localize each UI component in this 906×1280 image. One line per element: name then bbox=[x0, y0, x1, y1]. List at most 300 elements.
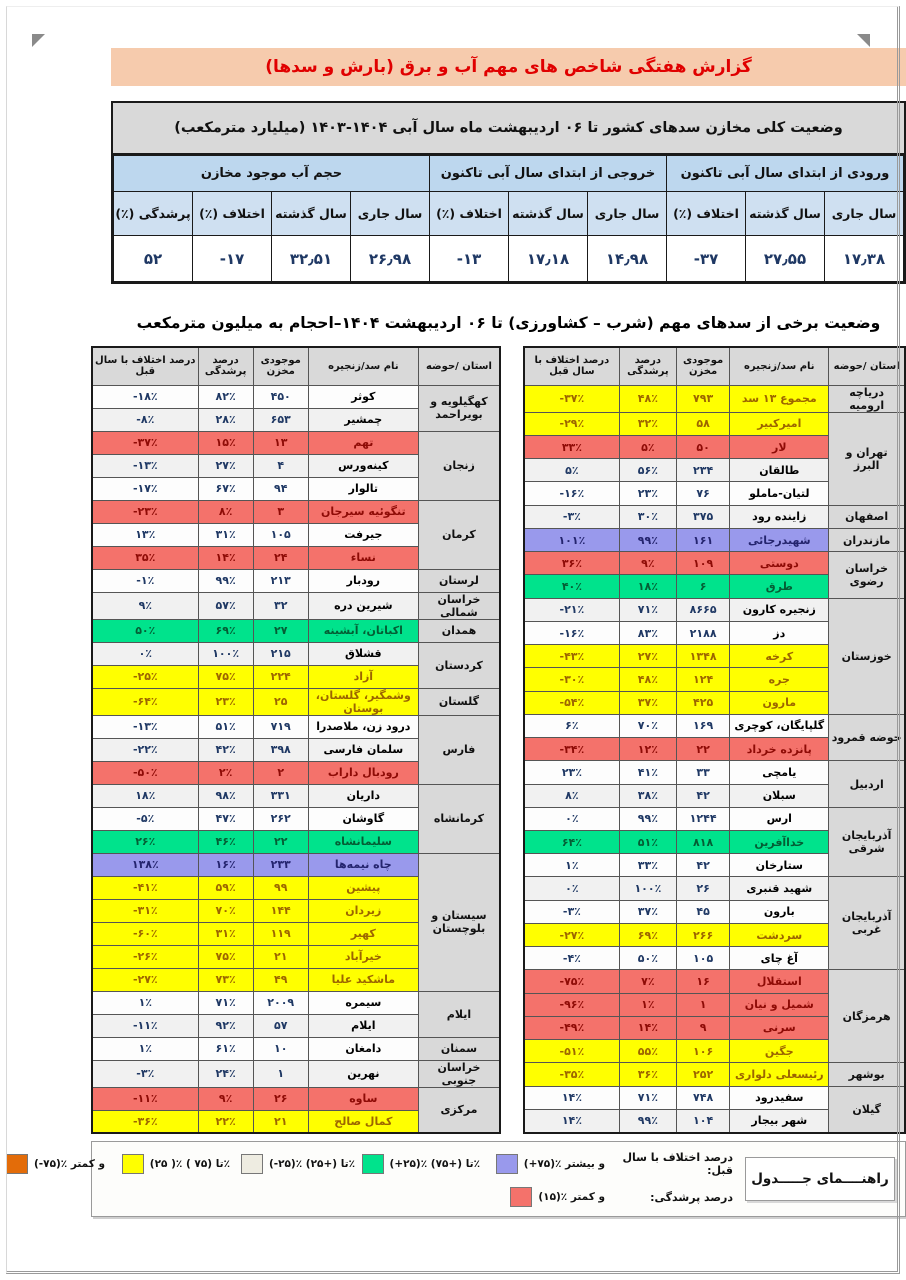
beige-swatch-icon bbox=[241, 1154, 263, 1174]
reservoir-volume-cell: ۲ bbox=[253, 761, 308, 784]
red-swatch-icon bbox=[510, 1187, 532, 1207]
dam-name-cell: داریان bbox=[308, 784, 418, 807]
diff-percent-cell: -۱۶٪ bbox=[524, 621, 619, 644]
report-title-bar bbox=[111, 48, 906, 86]
reservoir-volume-cell: ۷۴۸ bbox=[676, 1086, 729, 1109]
diff-percent-cell: ۶۴٪ bbox=[524, 831, 619, 854]
province-cell: همدان bbox=[418, 619, 500, 642]
province-cell: حوضه قمرود bbox=[829, 714, 905, 760]
diff-percent-cell: -۳۵٪ bbox=[524, 1063, 619, 1086]
legend-title-box: راهنــــمای جـــــدول bbox=[745, 1157, 895, 1201]
fill-percent-cell: ۱۲٪ bbox=[619, 738, 676, 761]
dam-row bbox=[524, 761, 905, 784]
province-cell: خراسان جنوبی bbox=[418, 1060, 500, 1087]
fill-percent-cell: ۶۹٪ bbox=[619, 923, 676, 946]
dam-name-cell: امیرکبیر bbox=[730, 412, 829, 435]
reservoir-volume-cell: ۹۹ bbox=[253, 876, 308, 899]
province-cell: تهران و البرز bbox=[829, 412, 905, 505]
fill-percent-cell: ۲۷٪ bbox=[619, 645, 676, 668]
reservoir-volume-cell: ۲۵ bbox=[253, 688, 308, 715]
group-volume: حجم آب موجود مخازن bbox=[114, 156, 430, 192]
diff-percent-cell: ۰٪ bbox=[524, 877, 619, 900]
reservoir-volume-cell: ۲۳۴ bbox=[676, 459, 729, 482]
legend-item-purple: (+۷۵)٪ و بیشتر bbox=[480, 1154, 605, 1174]
page-title: گزارش هفتگی شاخص های مهم آب و برق (بارش و سدها) bbox=[265, 57, 752, 77]
fill-percent-cell: ۹۹٪ bbox=[198, 569, 253, 592]
reservoir-volume-cell: ۱۰۶ bbox=[676, 1040, 729, 1063]
fill-percent-cell: ۹۲٪ bbox=[198, 1014, 253, 1037]
dam-name-cell: دوستی bbox=[730, 552, 829, 575]
fill-percent-cell: ۵۷٪ bbox=[198, 592, 253, 619]
col-fill: درصد پرشدگی bbox=[619, 347, 676, 385]
province-cell: اصفهان bbox=[829, 505, 905, 528]
dam-name-cell: زاینده رود bbox=[730, 505, 829, 528]
dam-name-cell: وشمگیر، گلستان، بوستان bbox=[308, 688, 418, 715]
col-province: استان /حوضه bbox=[829, 347, 905, 385]
col-header: اختلاف (٪) bbox=[667, 192, 746, 236]
dam-name-cell: قشلاق bbox=[308, 642, 418, 665]
dam-name-cell: یامچی bbox=[730, 761, 829, 784]
value-cell: ۱۴٫۹۸ bbox=[588, 236, 667, 282]
col-header: سال گذشته bbox=[509, 192, 588, 236]
summary-table bbox=[113, 155, 904, 282]
dam-name-cell: نهرین bbox=[308, 1060, 418, 1087]
diff-percent-cell: -۳۷٪ bbox=[92, 431, 198, 454]
fill-percent-cell: ۲۷٪ bbox=[198, 454, 253, 477]
fill-percent-cell: ۸۳٪ bbox=[619, 621, 676, 644]
reservoir-volume-cell: ۱۰۵ bbox=[253, 523, 308, 546]
reservoir-volume-cell: ۲۶ bbox=[253, 1087, 308, 1110]
diff-percent-cell: -۲۷٪ bbox=[524, 923, 619, 946]
province-cell: آذربایجان شرقی bbox=[829, 807, 905, 877]
diff-percent-cell: ۱٪ bbox=[524, 854, 619, 877]
reservoir-volume-cell: ۲۱ bbox=[253, 1110, 308, 1133]
reservoir-volume-cell: ۱۴۴ bbox=[253, 899, 308, 922]
reservoir-volume-cell: ۱ bbox=[253, 1060, 308, 1087]
province-cell: زنجان bbox=[418, 431, 500, 500]
fill-percent-cell: ۳۱٪ bbox=[198, 523, 253, 546]
value-cell: ۲۶٫۹۸ bbox=[351, 236, 430, 282]
reservoir-volume-cell: ۸۶۶۵ bbox=[676, 598, 729, 621]
dams-header-row bbox=[524, 347, 905, 385]
reservoir-volume-cell: ۱۳ bbox=[253, 431, 308, 454]
dam-name-cell: زیردان bbox=[308, 899, 418, 922]
province-cell: کهگیلویه و بویراحمد bbox=[418, 385, 500, 431]
fill-percent-cell: ۱۴٪ bbox=[619, 1016, 676, 1039]
reservoir-volume-cell: ۲۰۰۹ bbox=[253, 991, 308, 1014]
dam-name-cell: رودبال داراب bbox=[308, 761, 418, 784]
dam-row bbox=[92, 431, 500, 454]
legend-fill-label: درصد پرشدگی: bbox=[650, 1190, 733, 1204]
col-header: اختلاف (٪) bbox=[193, 192, 272, 236]
dam-name-cell: سردشت bbox=[730, 923, 829, 946]
col-dam-name: نام سد/زنجیره bbox=[730, 347, 829, 385]
fill-percent-cell: ۵۹٪ bbox=[198, 876, 253, 899]
dam-name-cell: نساء bbox=[308, 546, 418, 569]
diff-percent-cell: -۲۲٪ bbox=[92, 738, 198, 761]
dam-name-cell: تالوار bbox=[308, 477, 418, 500]
reservoir-volume-cell: ۴۲ bbox=[676, 784, 729, 807]
reservoir-volume-cell: ۲۲۴ bbox=[253, 665, 308, 688]
dam-name-cell: شهر بیجار bbox=[730, 1109, 829, 1133]
reservoir-volume-cell: ۴۹ bbox=[253, 968, 308, 991]
fill-percent-cell: ۹٪ bbox=[619, 552, 676, 575]
value-cell: ۲۷٫۵۵ bbox=[746, 236, 825, 282]
fill-percent-cell: ۵۵٪ bbox=[619, 1040, 676, 1063]
diff-percent-cell: -۳۱٪ bbox=[92, 899, 198, 922]
dam-name-cell: تهم bbox=[308, 431, 418, 454]
province-cell: فارس bbox=[418, 715, 500, 784]
dam-name-cell: جگین bbox=[730, 1040, 829, 1063]
province-cell: مرکزی bbox=[418, 1087, 500, 1133]
diff-percent-cell: -۳۰٪ bbox=[524, 668, 619, 691]
reservoir-volume-cell: ۲۱۳ bbox=[253, 569, 308, 592]
fill-percent-cell: ۱۰۰٪ bbox=[619, 877, 676, 900]
fill-percent-cell: ۴۷٪ bbox=[198, 807, 253, 830]
fill-percent-cell: ۵۱٪ bbox=[619, 831, 676, 854]
group-inflow: ورودی از ابتدای سال آبی تاکنون bbox=[667, 156, 904, 192]
value-cell: ۳۲٫۵۱ bbox=[272, 236, 351, 282]
diff-percent-cell: -۳٪ bbox=[524, 505, 619, 528]
fill-percent-cell: ۲۳٪ bbox=[198, 688, 253, 715]
dam-name-cell: پانزده خرداد bbox=[730, 738, 829, 761]
fill-percent-cell: ۲۲٪ bbox=[198, 1110, 253, 1133]
dam-row bbox=[92, 500, 500, 523]
dam-name-cell: سفیدرود bbox=[730, 1086, 829, 1109]
diff-percent-cell: -۲۵٪ bbox=[92, 665, 198, 688]
diff-percent-cell: -۱۱٪ bbox=[92, 1014, 198, 1037]
fill-percent-cell: ۹۹٪ bbox=[619, 528, 676, 551]
fill-percent-cell: ۷۳٪ bbox=[198, 968, 253, 991]
dam-row bbox=[92, 688, 500, 715]
province-cell: خراسان شمالی bbox=[418, 592, 500, 619]
dam-name-cell: سیمره bbox=[308, 991, 418, 1014]
diff-percent-cell: ۹٪ bbox=[92, 592, 198, 619]
legend-item-green: (+۲۵)٪ تا (+۷۵)٪ bbox=[355, 1154, 480, 1174]
dam-row bbox=[92, 642, 500, 665]
fill-percent-cell: ۷۰٪ bbox=[198, 899, 253, 922]
province-cell: دریاچه ارومیه bbox=[829, 385, 905, 412]
dam-row bbox=[92, 715, 500, 738]
dam-row bbox=[92, 1087, 500, 1110]
dam-row bbox=[524, 505, 905, 528]
dam-row bbox=[92, 592, 500, 619]
reservoir-volume-cell: ۱۲۴۴ bbox=[676, 807, 729, 830]
province-cell: اردبیل bbox=[829, 761, 905, 807]
purple-swatch-icon bbox=[496, 1154, 518, 1174]
reservoir-volume-cell: ۲۳۳ bbox=[253, 853, 308, 876]
reservoir-volume-cell: ۷۹۳ bbox=[676, 385, 729, 412]
dam-name-cell: خداآفرین bbox=[730, 831, 829, 854]
dams-tables bbox=[91, 346, 906, 1134]
dam-row bbox=[524, 807, 905, 830]
reservoir-volume-cell: ۲۷ bbox=[253, 619, 308, 642]
dam-name-cell: کینه‌ورس bbox=[308, 454, 418, 477]
reservoir-volume-cell: ۲۱۵ bbox=[253, 642, 308, 665]
fill-percent-cell: ۲۳٪ bbox=[619, 482, 676, 505]
summary-table-section bbox=[111, 101, 906, 284]
reservoir-volume-cell: ۳ bbox=[253, 500, 308, 523]
diff-percent-cell: -۵۰٪ bbox=[92, 761, 198, 784]
fill-percent-cell: ۹۹٪ bbox=[619, 807, 676, 830]
dam-name-cell: کمال صالح bbox=[308, 1110, 418, 1133]
reservoir-volume-cell: ۲۴ bbox=[253, 546, 308, 569]
diff-percent-cell: ۴۰٪ bbox=[524, 575, 619, 598]
fill-percent-cell: ۸۲٪ bbox=[198, 385, 253, 408]
dam-name-cell: رودبار bbox=[308, 569, 418, 592]
reservoir-volume-cell: ۲۱ bbox=[253, 945, 308, 968]
dam-row bbox=[524, 714, 905, 737]
legend-item-red: (۱۵)٪ و کمتر bbox=[480, 1187, 605, 1207]
col-dam-name: نام سد/زنجیره bbox=[308, 347, 418, 385]
diff-percent-cell: ۸٪ bbox=[524, 784, 619, 807]
dam-row bbox=[524, 1086, 905, 1109]
col-header: سال جاری bbox=[825, 192, 904, 236]
diff-percent-cell: ۲۶٪ bbox=[92, 830, 198, 853]
diff-percent-cell: -۴٪ bbox=[524, 947, 619, 970]
diff-percent-cell: -۵٪ bbox=[92, 807, 198, 830]
value-cell: -۱۷ bbox=[193, 236, 272, 282]
dam-name-cell: سلمان فارسی bbox=[308, 738, 418, 761]
fill-percent-cell: ۴۲٪ bbox=[198, 738, 253, 761]
dam-name-cell: پیشین bbox=[308, 876, 418, 899]
reservoir-volume-cell: ۳۳ bbox=[676, 761, 729, 784]
diff-percent-cell: -۲۶٪ bbox=[92, 945, 198, 968]
dam-name-cell: ماشکید علیا bbox=[308, 968, 418, 991]
fill-percent-cell: ۳۳٪ bbox=[619, 854, 676, 877]
dam-name-cell: بارون bbox=[730, 900, 829, 923]
reservoir-volume-cell: ۵۷ bbox=[253, 1014, 308, 1037]
col-header: سال جاری bbox=[588, 192, 667, 236]
dam-name-cell: جیرفت bbox=[308, 523, 418, 546]
diff-percent-cell: ۱۴٪ bbox=[524, 1109, 619, 1133]
dam-name-cell: درود زن، ملاصدرا bbox=[308, 715, 418, 738]
diff-percent-cell: -۳۶٪ bbox=[92, 1110, 198, 1133]
diff-percent-cell: ۱٪ bbox=[92, 1037, 198, 1060]
dam-name-cell: اکباتان، آبشینه bbox=[308, 619, 418, 642]
diff-percent-cell: -۱۸٪ bbox=[92, 385, 198, 408]
province-cell: گلستان bbox=[418, 688, 500, 715]
fill-percent-cell: ۴۸٪ bbox=[619, 385, 676, 412]
dam-name-cell: رئیسعلی دلواری bbox=[730, 1063, 829, 1086]
orange-swatch-icon bbox=[6, 1154, 28, 1174]
diff-percent-cell: -۵۱٪ bbox=[524, 1040, 619, 1063]
fill-percent-cell: ۵۶٪ bbox=[619, 459, 676, 482]
province-cell: سیستان و بلوچستان bbox=[418, 853, 500, 991]
dam-row bbox=[92, 385, 500, 408]
legend bbox=[34, 1141, 906, 1217]
col-header: پرشدگی (٪) bbox=[114, 192, 193, 236]
fill-percent-cell: ۹۸٪ bbox=[198, 784, 253, 807]
reservoir-volume-cell: ۱۰۵ bbox=[676, 947, 729, 970]
fill-percent-cell: ۱٪ bbox=[619, 993, 676, 1016]
dam-row bbox=[524, 385, 905, 412]
dam-name-cell: ایلام bbox=[308, 1014, 418, 1037]
dam-name-cell: شمیل و نیان bbox=[730, 993, 829, 1016]
summary-group-header-row bbox=[114, 156, 904, 192]
dam-row bbox=[92, 1060, 500, 1087]
province-cell: بوشهر bbox=[829, 1063, 905, 1086]
value-cell: -۳۷ bbox=[667, 236, 746, 282]
diff-percent-cell: ۵٪ bbox=[524, 459, 619, 482]
value-cell: ۱۷٫۱۸ bbox=[509, 236, 588, 282]
dam-row bbox=[92, 1037, 500, 1060]
dam-row bbox=[92, 853, 500, 876]
diff-percent-cell: ۰٪ bbox=[524, 807, 619, 830]
dam-name-cell: کوثر bbox=[308, 385, 418, 408]
dam-name-cell: ارس bbox=[730, 807, 829, 830]
fill-percent-cell: ۴۱٪ bbox=[619, 761, 676, 784]
diff-percent-cell: ۱۰۱٪ bbox=[524, 528, 619, 551]
diff-percent-cell: ۶٪ bbox=[524, 714, 619, 737]
dam-name-cell: گاوشان bbox=[308, 807, 418, 830]
fill-percent-cell: ۳۶٪ bbox=[619, 1063, 676, 1086]
dam-name-cell: طرق bbox=[730, 575, 829, 598]
fill-percent-cell: ۳۱٪ bbox=[198, 922, 253, 945]
reservoir-volume-cell: ۶ bbox=[676, 575, 729, 598]
diff-percent-cell: -۴۱٪ bbox=[92, 876, 198, 899]
dams-table-title: وضعیت برخی از سدهای مهم (شرب – کشاورزی) تا ۰۶ اردیبهشت ۱۴۰۴–احجام به میلیون مترمکعب bbox=[136, 314, 881, 332]
reservoir-volume-cell: ۵۸ bbox=[676, 412, 729, 435]
diff-percent-cell: ۱۳۸٪ bbox=[92, 853, 198, 876]
reservoir-volume-cell: ۱۲۴ bbox=[676, 668, 729, 691]
dam-name-cell: ستارخان bbox=[730, 854, 829, 877]
reservoir-volume-cell: ۹۴ bbox=[253, 477, 308, 500]
province-cell: خوزستان bbox=[829, 598, 905, 714]
fill-percent-cell: ۵٪ bbox=[619, 436, 676, 459]
dam-name-cell: دز bbox=[730, 621, 829, 644]
reservoir-volume-cell: ۴۵۰ bbox=[253, 385, 308, 408]
dam-name-cell: آغ چای bbox=[730, 947, 829, 970]
legend-diff-row bbox=[0, 1151, 733, 1177]
diff-percent-cell: -۷۵٪ bbox=[524, 970, 619, 993]
dam-name-cell: چاه نیمه‌ها bbox=[308, 853, 418, 876]
diff-percent-cell: -۱۱٪ bbox=[92, 1087, 198, 1110]
diff-percent-cell: ۲۳٪ bbox=[524, 761, 619, 784]
dam-name-cell: طالقان bbox=[730, 459, 829, 482]
reservoir-volume-cell: ۷۶ bbox=[676, 482, 729, 505]
fill-percent-cell: ۱۶٪ bbox=[198, 853, 253, 876]
dam-name-cell: گلپایگان، کوچری bbox=[730, 714, 829, 737]
corner-mark-icon bbox=[32, 34, 45, 47]
reservoir-volume-cell: ۳۹۸ bbox=[253, 738, 308, 761]
fill-percent-cell: ۳۰٪ bbox=[619, 505, 676, 528]
fill-percent-cell: ۶۹٪ bbox=[198, 619, 253, 642]
dam-name-cell: ساوه bbox=[308, 1087, 418, 1110]
diff-percent-cell: -۹۶٪ bbox=[524, 993, 619, 1016]
col-diff: درصد اختلاف با سال قبل bbox=[92, 347, 198, 385]
value-cell: ۵۲ bbox=[114, 236, 193, 282]
fill-percent-cell: ۴۸٪ bbox=[619, 668, 676, 691]
reservoir-volume-cell: ۴ bbox=[253, 454, 308, 477]
value-cell: -۱۳ bbox=[430, 236, 509, 282]
diff-percent-cell: -۱۳٪ bbox=[92, 715, 198, 738]
dam-row bbox=[92, 784, 500, 807]
legend-item-yellow: (۲۵ )٪ تا (۷۵ )٪ bbox=[105, 1154, 230, 1174]
fill-percent-cell: ۷۱٪ bbox=[198, 991, 253, 1014]
fill-percent-cell: ۶۱٪ bbox=[198, 1037, 253, 1060]
dams-header-row bbox=[92, 347, 500, 385]
diff-percent-cell: ۳۵٪ bbox=[92, 546, 198, 569]
diff-percent-cell: ۰٪ bbox=[92, 642, 198, 665]
reservoir-volume-cell: ۷۱۹ bbox=[253, 715, 308, 738]
diff-percent-cell: -۱۶٪ bbox=[524, 482, 619, 505]
diff-percent-cell: -۵۴٪ bbox=[524, 691, 619, 714]
dam-name-cell: دامغان bbox=[308, 1037, 418, 1060]
province-cell: آذربایجان غربی bbox=[829, 877, 905, 970]
yellow-swatch-icon bbox=[122, 1154, 144, 1174]
dam-name-cell: آزاد bbox=[308, 665, 418, 688]
province-cell: کرمان bbox=[418, 500, 500, 569]
dam-name-cell: شهید قنبری bbox=[730, 877, 829, 900]
dam-name-cell: تنگوئیه سیرجان bbox=[308, 500, 418, 523]
diff-percent-cell: -۳۴٪ bbox=[524, 738, 619, 761]
col-province: استان /حوضه bbox=[418, 347, 500, 385]
reservoir-volume-cell: ۳۲ bbox=[253, 592, 308, 619]
diff-percent-cell: ۵۰٪ bbox=[92, 619, 198, 642]
dams-table-right bbox=[523, 346, 906, 1134]
reservoir-volume-cell: ۱۰۹ bbox=[676, 552, 729, 575]
dam-name-cell: لار bbox=[730, 436, 829, 459]
fill-percent-cell: ۱۰۰٪ bbox=[198, 642, 253, 665]
fill-percent-cell: ۲٪ bbox=[198, 761, 253, 784]
reservoir-volume-cell: ۹ bbox=[676, 1016, 729, 1039]
dam-row bbox=[524, 552, 905, 575]
col-diff: درصد اختلاف با سال قبل bbox=[524, 347, 619, 385]
summary-values-row bbox=[114, 236, 904, 282]
diff-percent-cell: -۳٪ bbox=[92, 1060, 198, 1087]
reservoir-volume-cell: ۱۶ bbox=[676, 970, 729, 993]
dam-name-cell: جره bbox=[730, 668, 829, 691]
diff-percent-cell: ۱٪ bbox=[92, 991, 198, 1014]
reservoir-volume-cell: ۱ bbox=[676, 993, 729, 1016]
diff-percent-cell: -۲۳٪ bbox=[92, 500, 198, 523]
diff-percent-cell: -۱۷٪ bbox=[92, 477, 198, 500]
dam-name-cell: سرنی bbox=[730, 1016, 829, 1039]
diff-percent-cell: -۲۱٪ bbox=[524, 598, 619, 621]
col-fill: درصد پرشدگی bbox=[198, 347, 253, 385]
reservoir-volume-cell: ۱۶۹ bbox=[676, 714, 729, 737]
reservoir-volume-cell: ۶۵۳ bbox=[253, 408, 308, 431]
col-volume: موجودی مخزن bbox=[676, 347, 729, 385]
dam-name-cell: استقلال bbox=[730, 970, 829, 993]
reservoir-volume-cell: ۱۶۱ bbox=[676, 528, 729, 551]
dam-name-cell: چمشیر bbox=[308, 408, 418, 431]
dam-name-cell: مارون bbox=[730, 691, 829, 714]
dam-row bbox=[524, 598, 905, 621]
fill-percent-cell: ۶۷٪ bbox=[198, 477, 253, 500]
diff-percent-cell: ۳۳٪ bbox=[524, 436, 619, 459]
diff-percent-cell: -۸٪ bbox=[92, 408, 198, 431]
diff-percent-cell: -۴۹٪ bbox=[524, 1016, 619, 1039]
reservoir-volume-cell: ۲۲ bbox=[676, 738, 729, 761]
value-cell: ۱۷٫۳۸ bbox=[825, 236, 904, 282]
reservoir-volume-cell: ۴۲ bbox=[676, 854, 729, 877]
fill-percent-cell: ۲۴٪ bbox=[198, 1060, 253, 1087]
fill-percent-cell: ۷۱٪ bbox=[619, 598, 676, 621]
province-cell: کردستان bbox=[418, 642, 500, 688]
province-cell: سمنان bbox=[418, 1037, 500, 1060]
fill-percent-cell: ۸٪ bbox=[198, 500, 253, 523]
province-cell: لرستان bbox=[418, 569, 500, 592]
legend-item-beige: (-۲۵)٪ تا (+۲۵)٪ bbox=[230, 1154, 355, 1174]
fill-percent-cell: ۲۸٪ bbox=[198, 408, 253, 431]
reservoir-volume-cell: ۳۷۵ bbox=[676, 505, 729, 528]
diff-percent-cell: ۱۸٪ bbox=[92, 784, 198, 807]
fill-percent-cell: ۳۷٪ bbox=[619, 691, 676, 714]
dam-row bbox=[92, 569, 500, 592]
col-header: سال گذشته bbox=[272, 192, 351, 236]
